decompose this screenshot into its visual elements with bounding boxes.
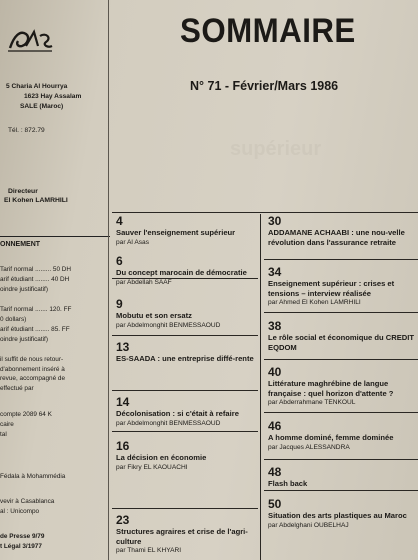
article-author: par Abdelmonghit BENMESSAOUD [116, 321, 221, 329]
toc-entry[interactable] [268, 366, 416, 407]
rate-line: arif étudiant ........ 85. FF [0, 326, 70, 333]
page-number: 38 [268, 319, 282, 333]
toc-entry[interactable] [268, 320, 416, 352]
publication-logo-icon [4, 22, 56, 56]
page-number: 23 [116, 513, 130, 527]
article-separator [112, 431, 258, 432]
page-number: 4 [116, 214, 123, 228]
page-number: 40 [268, 365, 282, 379]
toc-entry[interactable] [268, 215, 416, 247]
column-divider [108, 0, 109, 560]
article-title: Décolonisation : si c'était à refaire [116, 409, 239, 418]
article-title: Du concept marocain de démocratie [116, 268, 247, 277]
article-author: par Jacques ALESSANDRA [268, 443, 350, 451]
article-title: Enseignement supérieur : crises et tensions – interview réalisée [268, 279, 395, 298]
article-title: A homme dominé, femme dominée [268, 433, 394, 442]
rate-line: oindre justificatif) [0, 286, 48, 293]
page-number: 6 [116, 254, 123, 268]
subscription-note: il suffit de nous retour- d'abonnement inséré à revue, accompagné de effectué par [0, 356, 66, 392]
page-number: 34 [268, 265, 282, 279]
article-author: par Abderrahmane TENKOUL [268, 399, 356, 407]
page-number: 48 [268, 465, 282, 479]
article-title: Littérature maghrébine de langue française : quel horizon d'attente ? [268, 379, 394, 398]
article-author: par Abdelghani OUBELHAJ [268, 521, 349, 529]
subscription-rule [0, 236, 110, 237]
toc-entry[interactable] [116, 396, 258, 428]
article-separator [264, 459, 418, 460]
toc-entry[interactable] [116, 440, 258, 472]
rate-line: arif étudiant ........ 40 DH [0, 276, 70, 283]
address-line: SALE (Maroc) [20, 103, 64, 110]
article-title: Sauver l'enseignement supérieur [116, 228, 236, 237]
article-author: par Ahmed El Kohen LAMRHILI [268, 299, 361, 307]
article-separator [112, 508, 258, 509]
subscription-title: ONNEMENT [0, 241, 41, 248]
page-number: 9 [116, 297, 123, 311]
article-author: par Thami EL KHYARI [116, 547, 182, 555]
article-title: Flash back [268, 479, 308, 488]
rate-line: Tarif normal ......... 50 DH [0, 266, 72, 273]
address-line: 5 Charia Al Hourrya [6, 83, 68, 90]
center-divider [260, 214, 261, 560]
top-rule [112, 212, 418, 213]
article-title: ADDAMANE ACHAABI : une nou-velle révolution dans l'assurance retraite [268, 228, 405, 247]
page-number: 50 [268, 497, 282, 511]
distribution-block: vevir à Casablanca al : Unicompo [0, 498, 55, 515]
article-title: La décision en économie [116, 453, 207, 462]
rate-line: oindre justificatif) [0, 336, 48, 343]
page-number: 46 [268, 419, 282, 433]
article-author: par Al Asas [116, 238, 149, 246]
toc-entry[interactable] [116, 215, 258, 247]
page-number: 14 [116, 395, 130, 409]
toc-entry[interactable] [268, 498, 416, 530]
director-label: Directeur [8, 188, 38, 195]
article-separator [264, 259, 418, 260]
article-separator [264, 490, 418, 491]
phone-line: Tél. : 872.79 [8, 127, 45, 134]
article-title: Mobutu et son ersatz [116, 311, 192, 320]
article-separator [264, 412, 418, 413]
rate-line: 0 dollars) [0, 316, 27, 323]
show-through-text: supérieur [230, 138, 322, 160]
article-separator [264, 312, 418, 313]
article-author: par Fikry EL KAOUACHI [116, 463, 188, 471]
address-block [6, 82, 81, 136]
toc-entry[interactable] [268, 420, 416, 452]
page-number: 30 [268, 214, 282, 228]
rate-line: Tarif normal ....... 120. FF [0, 306, 72, 313]
toc-entry[interactable] [268, 266, 416, 307]
article-separator [112, 335, 258, 336]
page-title: SOMMAIRE [180, 12, 356, 50]
issue-label: N° 71 - Février/Mars 1986 [190, 79, 339, 93]
address-line: 1623 Hay Assalam [24, 93, 82, 100]
article-title: Le rôle social et économique du CREDIT EQDOM [268, 333, 414, 352]
account-block: compte 2089 64 K caire tal [0, 411, 52, 438]
toc-entry[interactable] [116, 298, 258, 330]
article-separator [112, 390, 258, 391]
toc-entry[interactable] [116, 255, 258, 287]
article-author: par Abdelmonghit BENMESSAOUD [116, 419, 221, 427]
toc-entry[interactable] [116, 514, 258, 555]
toc-entry[interactable] [116, 341, 258, 364]
toc-entry[interactable] [268, 466, 416, 489]
page-number: 16 [116, 439, 130, 453]
page-number: 13 [116, 340, 130, 354]
legal-block: de Presse 9/79 t Légal 3/1977 [0, 533, 45, 550]
printer-line: Fédala à Mohammédia [0, 473, 66, 480]
article-title: ES-SAADA : une entreprise diffé-rente [116, 354, 254, 363]
director-block [4, 187, 68, 205]
article-separator [264, 359, 418, 360]
director-name: El Kohen LAMRHILI [4, 197, 68, 204]
article-title: Structures agraires et crise de l'agri-culture [116, 527, 248, 546]
article-author: par Abdellah SAAF [116, 278, 172, 286]
article-title: Situation des arts plastiques au Maroc [268, 511, 407, 520]
